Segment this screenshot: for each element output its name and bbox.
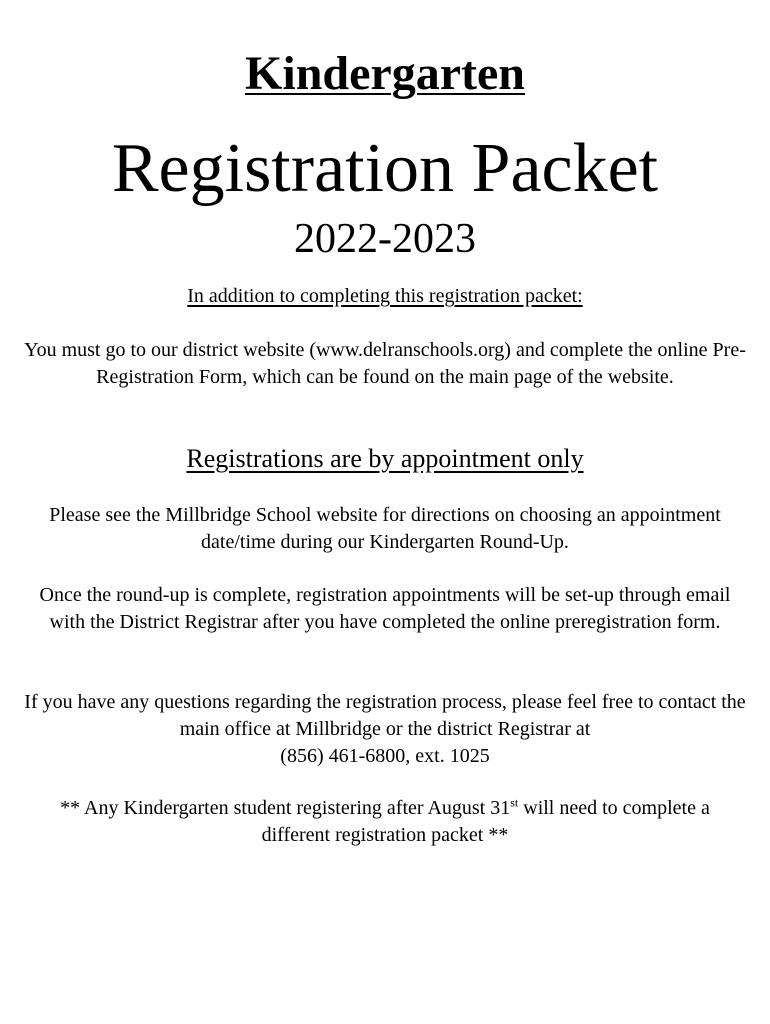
notice-part-2: will need to complete a different registration packet ** (261, 797, 710, 846)
website-instructions: You must go to our district website (www.delranschools.org) and complete the online Pre-Registration Form, which can be found on the main page of the website. (24, 339, 746, 388)
registration-packet-title: Registration Packet (111, 130, 659, 207)
contact-text: If you have any questions regarding the registration process, please feel free to contact the main office at Millbridge or the district Registrar at (24, 691, 746, 740)
kindergarten-title (0, 44, 770, 104)
late-registration-notice (0, 795, 770, 849)
roundup-directions: Please see the Millbridge School website for directions on choosing an appointment date/time during our Kindergarten Round-Up. (49, 504, 721, 553)
school-year: 2022-2023 (294, 216, 476, 262)
intro-heading (0, 283, 770, 310)
contact-phone: (856) 461-6800, ext. 1025 (280, 745, 490, 767)
notice-superscript: st (510, 795, 519, 810)
contact-info (0, 689, 770, 770)
appointment-heading-text: Registrations are by appointment only (186, 444, 584, 473)
after-roundup-info: Once the round-up is complete, registration appointments will be set-up through email with the District Registrar after you have completed the online preregistration form. (39, 584, 731, 633)
intro-heading-text: In addition to completing this registration packet: (187, 285, 583, 307)
notice-part-1: ** Any Kindergarten student registering after August 31 (60, 797, 511, 819)
appointment-heading (0, 443, 770, 475)
kindergarten-title-text: Kindergarten (245, 47, 525, 100)
